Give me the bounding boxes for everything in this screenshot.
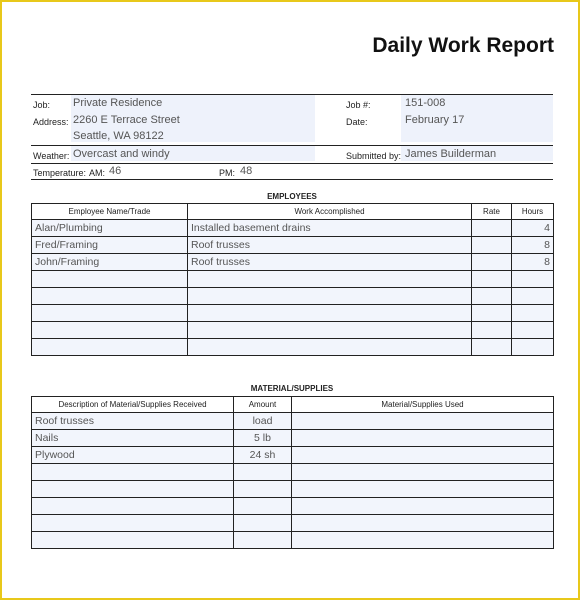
submitted-value[interactable]: James Builderman bbox=[405, 148, 497, 160]
address-line1[interactable]: 2260 E Terrace Street bbox=[73, 114, 180, 126]
submitted-label: Submitted by: bbox=[346, 151, 402, 161]
table-cell[interactable] bbox=[292, 413, 554, 430]
divider bbox=[31, 179, 553, 180]
table-row bbox=[32, 447, 554, 464]
table-cell[interactable] bbox=[292, 532, 554, 549]
table-cell[interactable]: Plywood bbox=[32, 447, 234, 464]
materials-table bbox=[31, 396, 554, 549]
address-line2[interactable]: Seattle, WA 98122 bbox=[73, 130, 164, 142]
table-cell[interactable] bbox=[292, 430, 554, 447]
am-label: AM: bbox=[89, 168, 106, 178]
table-row bbox=[32, 237, 554, 254]
table-row bbox=[32, 322, 554, 339]
table-cell[interactable]: load bbox=[234, 413, 292, 430]
table-cell[interactable] bbox=[32, 271, 188, 288]
table-cell[interactable] bbox=[188, 271, 472, 288]
table-row bbox=[32, 339, 554, 356]
table-cell[interactable] bbox=[472, 322, 512, 339]
table-cell[interactable] bbox=[292, 498, 554, 515]
table-cell[interactable] bbox=[472, 254, 512, 271]
jobno-value[interactable]: 151-008 bbox=[405, 97, 446, 109]
table-cell[interactable] bbox=[472, 220, 512, 237]
table-cell[interactable] bbox=[188, 322, 472, 339]
column-header: Material/Supplies Used bbox=[292, 397, 554, 413]
table-cell[interactable] bbox=[32, 288, 188, 305]
employees-heading: EMPLOYEES bbox=[267, 192, 317, 201]
table-cell[interactable] bbox=[188, 305, 472, 322]
weather-label: Weather: bbox=[33, 151, 70, 161]
column-header: Description of Material/Supplies Received bbox=[32, 397, 234, 413]
table-header-row bbox=[32, 397, 554, 413]
column-header: Rate bbox=[472, 204, 512, 220]
table-cell[interactable] bbox=[234, 464, 292, 481]
table-cell[interactable]: 8 bbox=[512, 237, 554, 254]
divider bbox=[31, 163, 553, 164]
table-cell[interactable] bbox=[32, 464, 234, 481]
table-cell[interactable]: Roof trusses bbox=[32, 413, 234, 430]
table-cell[interactable] bbox=[512, 305, 554, 322]
table-cell[interactable]: 4 bbox=[512, 220, 554, 237]
table-row bbox=[32, 464, 554, 481]
table-row bbox=[32, 515, 554, 532]
employees-table bbox=[31, 203, 554, 356]
column-header: Hours bbox=[512, 204, 554, 220]
report-title: Daily Work Report bbox=[372, 34, 554, 57]
table-cell[interactable] bbox=[512, 322, 554, 339]
table-row bbox=[32, 220, 554, 237]
table-cell[interactable] bbox=[512, 288, 554, 305]
table-cell[interactable]: 5 lb bbox=[234, 430, 292, 447]
table-row bbox=[32, 254, 554, 271]
table-cell[interactable] bbox=[32, 515, 234, 532]
table-cell[interactable]: 8 bbox=[512, 254, 554, 271]
table-cell[interactable] bbox=[32, 339, 188, 356]
table-row bbox=[32, 271, 554, 288]
table-cell[interactable] bbox=[32, 481, 234, 498]
table-cell[interactable]: Fred/Framing bbox=[32, 237, 188, 254]
table-cell[interactable] bbox=[188, 339, 472, 356]
table-cell[interactable]: 24 sh bbox=[234, 447, 292, 464]
job-value[interactable]: Private Residence bbox=[73, 97, 163, 109]
table-cell[interactable]: Nails bbox=[32, 430, 234, 447]
address-label: Address: bbox=[33, 117, 69, 127]
table-cell[interactable]: John/Framing bbox=[32, 254, 188, 271]
table-cell[interactable] bbox=[292, 515, 554, 532]
table-cell[interactable] bbox=[234, 498, 292, 515]
job-label: Job: bbox=[33, 100, 51, 110]
weather-value[interactable]: Overcast and windy bbox=[73, 148, 170, 160]
table-cell[interactable] bbox=[32, 532, 234, 549]
table-row bbox=[32, 288, 554, 305]
table-cell[interactable] bbox=[234, 532, 292, 549]
table-row bbox=[32, 481, 554, 498]
table-cell[interactable] bbox=[188, 288, 472, 305]
table-cell[interactable] bbox=[292, 447, 554, 464]
materials-heading: MATERIAL/SUPPLIES bbox=[250, 384, 334, 393]
am-value[interactable]: 46 bbox=[109, 165, 122, 177]
column-header: Amount bbox=[234, 397, 292, 413]
column-header: Employee Name/Trade bbox=[32, 204, 188, 220]
table-cell[interactable] bbox=[512, 271, 554, 288]
table-cell[interactable] bbox=[292, 464, 554, 481]
table-cell[interactable] bbox=[234, 481, 292, 498]
table-cell[interactable]: Alan/Plumbing bbox=[32, 220, 188, 237]
table-cell[interactable]: Roof trusses bbox=[188, 237, 472, 254]
jobno-label: Job #: bbox=[346, 100, 371, 110]
table-cell[interactable] bbox=[32, 305, 188, 322]
table-row bbox=[32, 532, 554, 549]
table-cell[interactable] bbox=[472, 288, 512, 305]
table-cell[interactable] bbox=[472, 339, 512, 356]
table-cell[interactable] bbox=[512, 339, 554, 356]
table-cell[interactable] bbox=[234, 515, 292, 532]
table-row bbox=[32, 498, 554, 515]
date-value[interactable]: February 17 bbox=[405, 114, 465, 126]
table-cell[interactable] bbox=[472, 305, 512, 322]
table-row bbox=[32, 430, 554, 447]
table-row bbox=[32, 413, 554, 430]
column-header: Work Accomplished bbox=[188, 204, 472, 220]
table-header-row bbox=[32, 204, 554, 220]
date-label: Date: bbox=[346, 117, 368, 127]
table-cell[interactable]: Roof trusses bbox=[188, 254, 472, 271]
table-cell[interactable] bbox=[292, 481, 554, 498]
temperature-label: Temperature: bbox=[33, 168, 87, 178]
table-row bbox=[32, 305, 554, 322]
table-cell[interactable] bbox=[32, 322, 188, 339]
pm-label: PM: bbox=[219, 168, 236, 178]
pm-value[interactable]: 48 bbox=[240, 165, 253, 177]
table-cell[interactable]: Installed basement drains bbox=[188, 220, 472, 237]
table-cell[interactable] bbox=[472, 237, 512, 254]
table-cell[interactable] bbox=[32, 498, 234, 515]
table-cell[interactable] bbox=[472, 271, 512, 288]
